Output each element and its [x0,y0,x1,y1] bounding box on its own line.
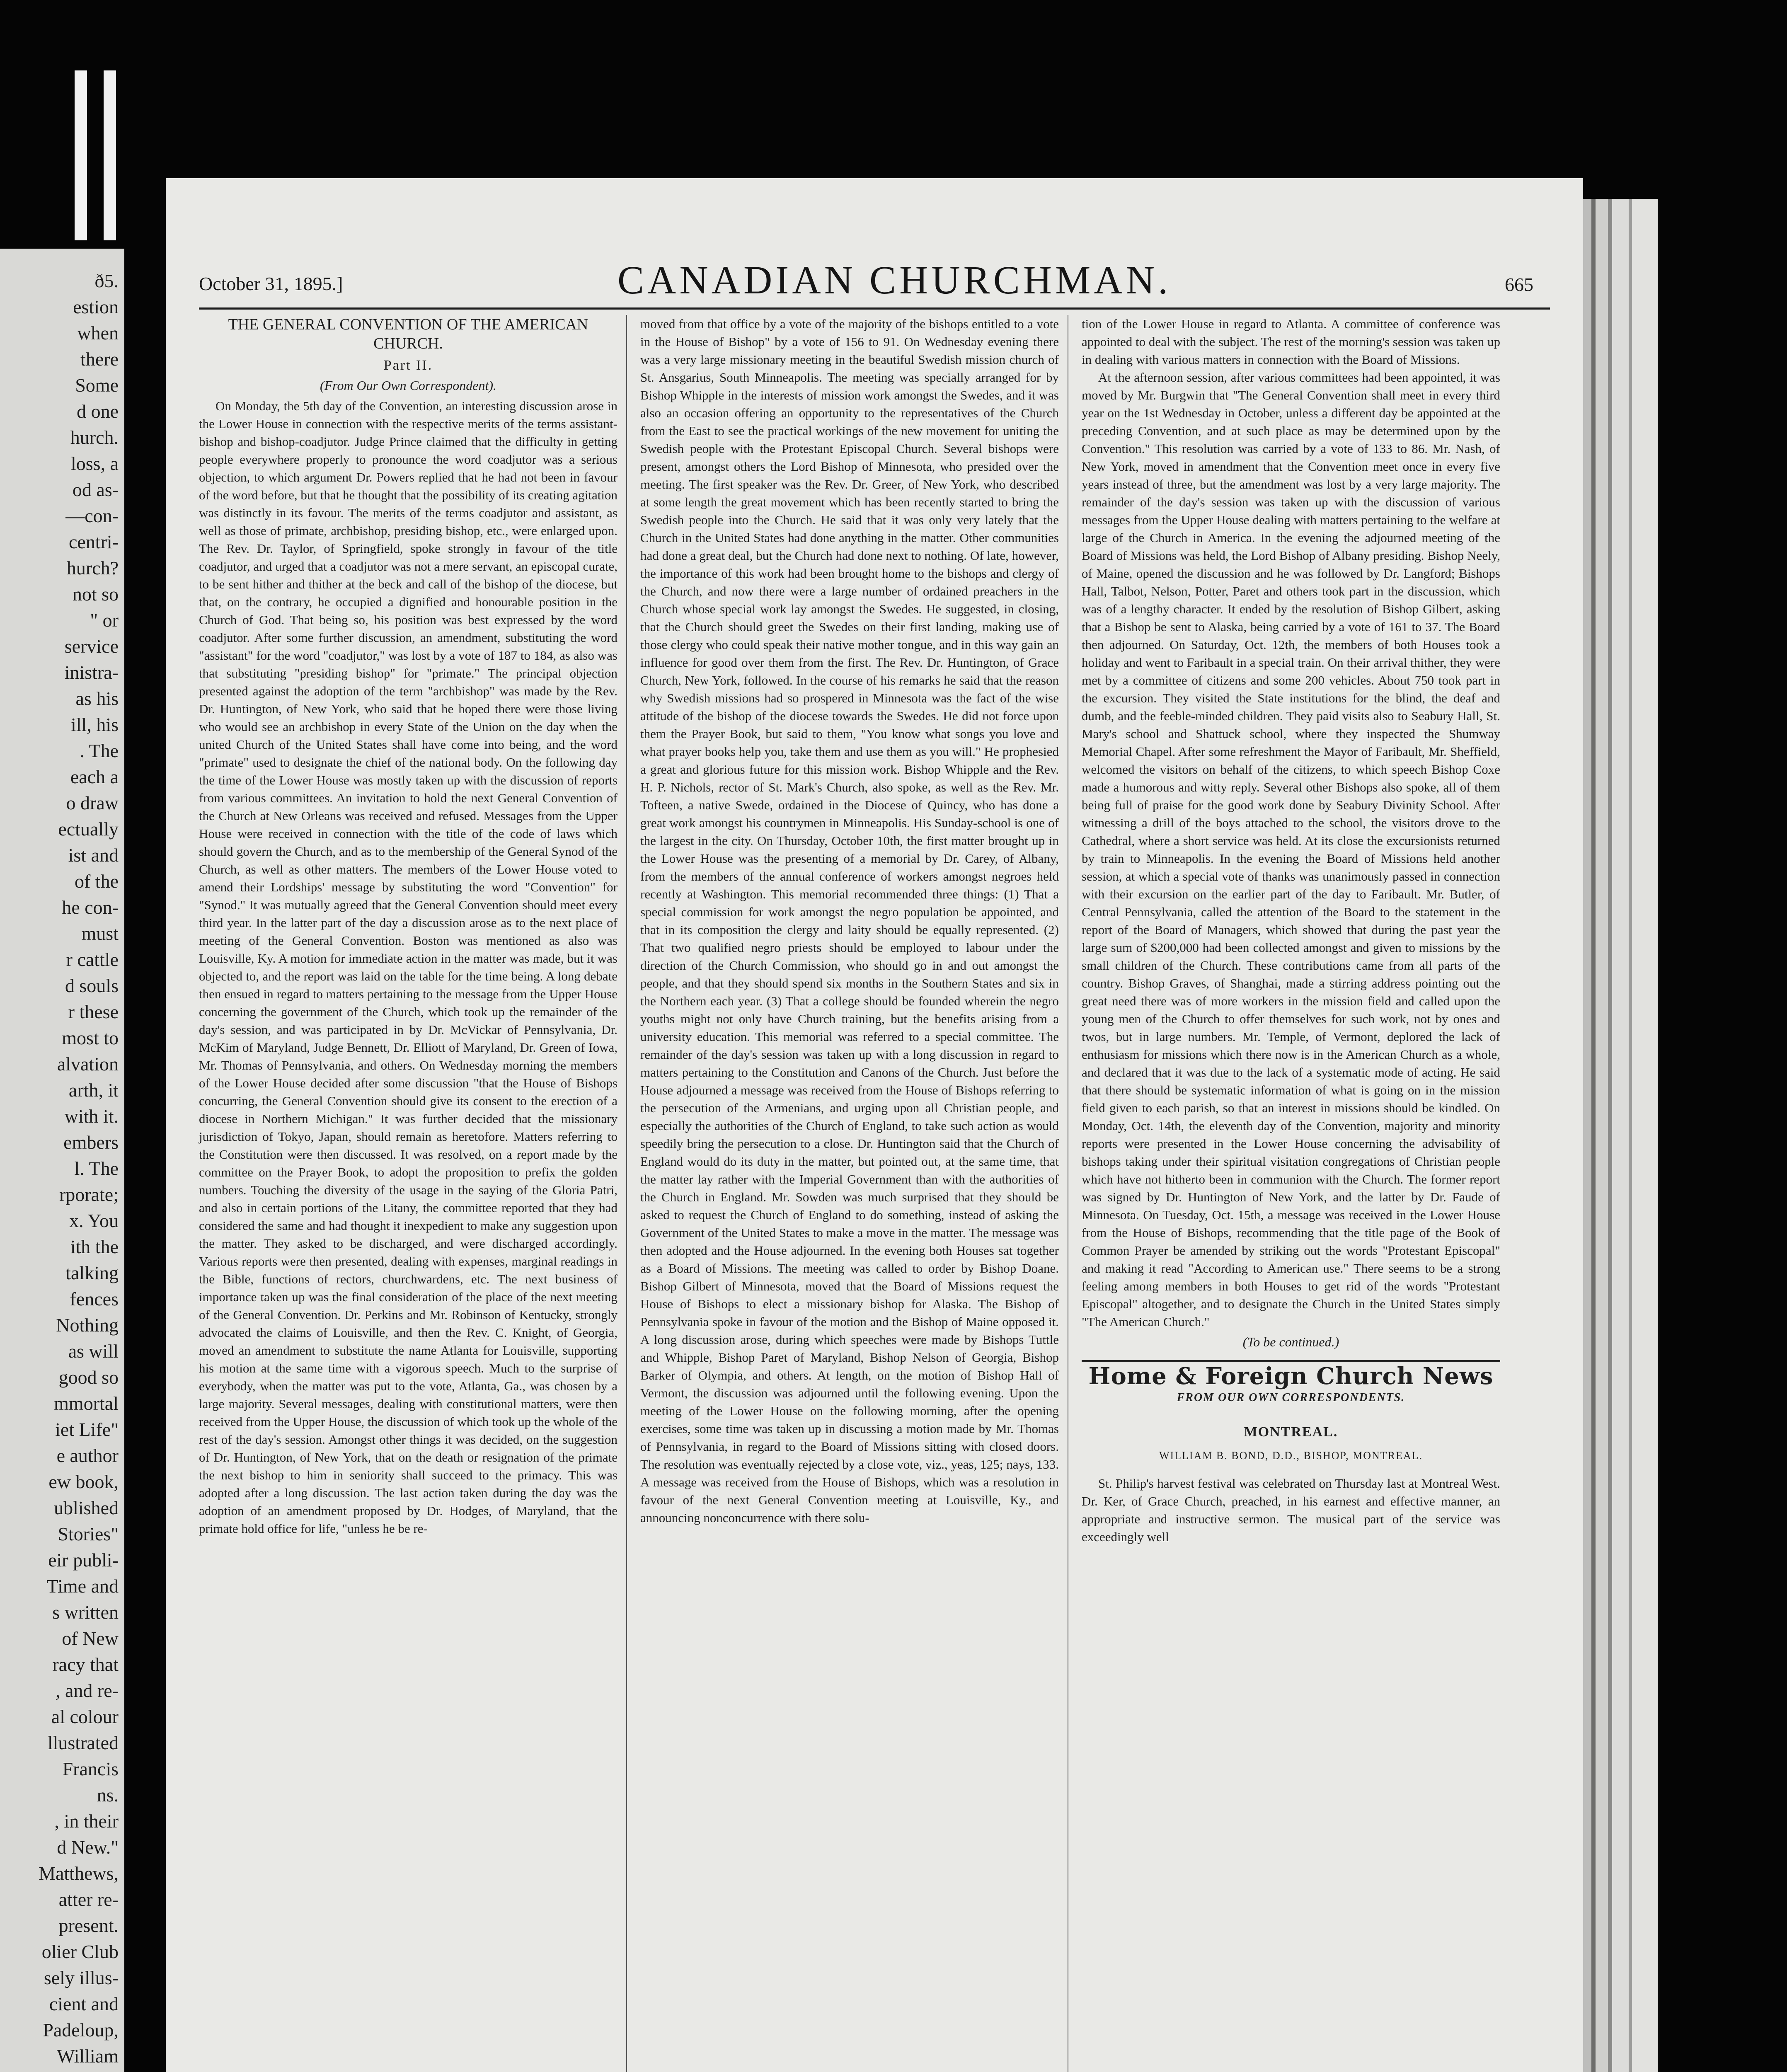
issue-date: October 31, 1895.] [199,273,343,294]
left-page-text-fragment: Some [75,375,119,396]
left-page-text-fragment: ns. [97,1784,119,1806]
film-bar-top-2 [104,70,116,240]
left-page-text-fragment: must [81,923,119,944]
left-page-text-fragment: eir publi- [48,1549,119,1571]
left-page-text-fragment: as will [68,1341,119,1362]
left-page-text-fragment: olier Club [41,1941,119,1962]
left-page-text-fragment: inistra- [64,662,119,683]
left-page-text-fragment: estion [73,296,119,317]
left-page-text-fragment: of New [62,1628,119,1649]
article-byline: (From Our Own Correspondent). [320,378,497,393]
left-page-text-fragment: Nothing [56,1314,119,1336]
left-page-text-fragment: —con- [65,505,119,526]
header-rule [199,307,1550,310]
left-page-text-fragment: d one [77,401,119,422]
left-page-text-fragment: " or [90,610,119,631]
left-page-text-fragment: Stories" [58,1523,119,1544]
to-be-continued: (To be continued.) [1242,1334,1339,1349]
left-page-text-fragment: service [64,636,119,657]
article-text-col2: moved from that office by a vote of the majority of the bishops entitled to a vote in the House of Bishop" by a vote of 156 to 91. On Wednesday evening there was a very large missionary meeting in the beautiful Swedish mission church of St. Ansgarius, South Minneapolis. The meeting was specially arranged for by Bishop Whipple in the interests of mission work amongst the Swedes, and it was also an occasion offering an opportunity to the representatives of the Church from the East to see the practical workings of the new movement for uniting the Swedish people with the Protestant Episcopal Church. Several bishops were present, amongst others the Lord Bishop of Minnesota, who presided over the meeting. The first speaker was the Rev. Dr. Greer, of New York, who described at some length the great movement which has been recently started to bring the Swedish people into the Church. He said that it was only very lately that the Church in the United States had done anything in the matter. Other communities had done a great deal, but the Church had done next to nothing. Of late, however, the importance of this work had been brought home to the bishops and clergy of the Church, and now there were a large number of ordained preachers in the Church whose special work lay amongst the Swedes. He suggested, in closing, that the Church should greet the Swedes on their first landing, making use of those clergy who could speak their native mother tongue, and in this way gain an influence for good over them from the first. The Rev. Dr. Huntington, of Grace Church, New York, followed. In the course of his remarks he said that the reason why Swedish missions had so prospered in Minnesota was the fact of the wise attitude of the bishop of the diocese towards the Swedes. He did not force upon them the Prayer Book, but said to them, "You know what songs you love and what prayer books help you, take them and use them as you will." He prophesied a great and glorious future for this mission work. Bishop Whipple and the Rev. H. P. Nichols, rector of St. Mark's Church, also spoke, as well as the Rev. Mr. Tofteen, a native Swede, ordained in the Diocese of Quincy, who has done a great work amongst his countrymen in Minneapolis. His Sunday-school is one of the largest in the city. On Thursday, October 10th, the first matter brought up in the Lower House was the presenting of a memorial by Dr. Carey, of Albany, from the members of the annual conference of workers amongst negroes held recently at Washington. This memorial recommended three things: (1) That a special commission for work amongst the negro population be appointed, and that in its composition the clergy and laity should be equally represented. (2) That two qualified negro priests should be employed to labour under the direction of the Church Commission, who should go in and out amongst the people, and that they should spend six months in the Southern States and six in the Northern each year. (3) That a college should be founded wherein the negro youths might not only have Church training, but the benefits arising from a university education. This memorial was referred to a special committee. The remainder of the day's session was taken up with a long discussion in regard to matters pertaining to the Constitution and Canons of the Church. Just before the House adjourned a message was received from the House of Bishops referring to the persecution of the Armenians, and urging upon all Christian people, and especially the authorities of the Church of England, to take such action as would speedily bring the persecution to a close. Dr. Huntington said that the Church of England would do its duty in the matter, but pointed out, at the same time, that the matter lay rather with the Imperial Government than with the authorities of the Church in England. Mr. Sowden was much surprised that they should be asked to request the Church of England to do something, instead of asking the Government of the United States to make a move in the matter. The message was then adopted and the House adjourned. In the evening both Houses sat together as a Board of Missions. The meeting was called to order by Bishop Doane. Bishop Gilbert of Minnesota, moved that the Board of Missions request the House of Bishops to elect a missionary bishop for Alaska. The Bishop of Pennsylvania spoke in favour of the motion and the Bishop of Maine opposed it. A long discussion arose, during which speeches were made by Bishops Tuttle and Whipple, Bishop Paret of Maryland, Bishop Nelson of Georgia, Bishop Barker of Olympia, and others. At length, on the motion of Bishop Hall of Vermont, the discussion was adjourned until the following evening. Upon the meeting of the Lower House on the following morning, after the opening exercises, some time was taken up in discussing a motion made by Mr. Thomas of Pennsylvania, in regard to the Board of Missions sitting with closed doors. The resolution was eventually rejected by a close vote, viz., yeas, 125; nays, 133. A message was received from the House of Bishops, which was a resolution in favour of the next General Convention meeting at Louisville, Ky., and announcing nonconcurrence with there solu- [640,317,1059,1525]
left-page-text-fragment: ill, his [70,714,119,735]
article-part: Part II. [383,358,433,373]
left-page-text-fragment: arth, it [68,1080,119,1101]
film-bar-top-1 [75,70,87,240]
left-page-text-fragment: d New." [57,1837,119,1858]
left-page-text-fragment: e author [56,1445,119,1466]
left-page-text-fragment: Padeloup, [43,2019,119,2041]
left-page-text-fragment: embers [63,1132,119,1153]
column-2 [640,315,1059,1527]
left-page-text-fragment: talking [65,1262,119,1283]
left-page-text-fragment: ist and [68,845,119,866]
news-section-heading: Home & Foreign Church News [1088,1363,1494,1390]
left-page-text-fragment: llustrated [47,1732,119,1753]
left-page-text-fragment: there [80,349,119,370]
left-page-text-fragment: s written [52,1602,119,1623]
left-page-text-fragment: od as- [72,479,119,500]
left-page-text-fragment: most to [62,1027,119,1048]
left-page-text-fragment: good so [58,1367,119,1388]
page-header [199,257,1550,307]
left-page-text-fragment: , and re- [56,1680,119,1701]
left-page-text-fragment: when [77,322,119,344]
left-page-text-fragment: . The [80,740,119,761]
left-page-text-fragment: x. You [69,1210,119,1231]
left-page-text-fragment: Matthews, [39,1863,119,1884]
left-page-text-fragment: rporate; [59,1184,119,1205]
left-page-text-fragment: ectually [58,818,119,840]
column-1 [199,315,617,1537]
news-text: St. Philip's harvest festival was celebrated on Thursday last at Montreal West. Dr. Ker, of Grace Church, preached, in his earnest and effective manner, an appropriate and instructive sermon. The musical part of the service was exceedingly well [1082,1476,1500,1544]
news-section-subheading: FROM OUR OWN CORRESPONDENTS. [1177,1391,1405,1404]
left-page-text-fragment: not so [72,583,119,605]
article-text-col3b: At the afternoon session, after various committees had been appointed, it was moved by Mr. Burgwin that "The General Convention shall meet in every third year on the 1st Wednesday in October, unless a different day be appointed at the preceding Convention, and at such place as may be determined upon by the Convention." This resolution was carried by a vote of 133 to 86. Mr. Nash, of New York, moved in amendment that the Convention meet once in every five years instead of three, but the amendment was lost by a very large majority. The remainder of the day's session was taken up with the discussion of various messages from the Upper House dealing with matters pertaining to the welfare at large of the Church in America. In the evening the adjourned meeting of the Board of Missions was held, the Lord Bishop of Albany presiding. Bishop Neely, of Maine, opened the discussion and he was followed by Dr. Langford; Bishops Hall, Talbot, Nelson, Potter, Paret and others took part in the discussion, which was of a lengthy character. It ended by the resolution of Bishop Gilbert, asking that a Bishop be sent to Alaska, being carried by a vote of 161 to 37. The Board then adjourned. On Saturday, Oct. 12th, the members of both Houses took a holiday and went to Faribault in a special train. On their arrival thither, they were met by a committee of citizens and some 200 vehicles. About 750 took part in the excursion. They visited the State institutions for the blind, the deaf and dumb, and the feeble-minded children. They paid visits also to Seabury Hall, St. Mary's school and Shattuck school, where they inspected the Shumway Memorial Chapel. After some refreshment the Mayor of Faribault, Mr. Sheffield, welcomed the visitors on behalf of the citizens, to which speech Bishop Coxe made a humorous and witty reply. Several other Bishops also spoke, all of them being full of praise for the good work done by Seabury Divinity School. After witnessing a drill of the boys attached to the school, the visitors drove to the Cathedral, where a short service was held. At its close the excursionists returned by train to Minneapolis. In the evening the Board of Missions held another session, at which a special vote of thanks was unanimously passed in connection with their excursion on the earlier part of the day to Faribault. Mr. Butler, of Central Pennsylvania, called the attention of the Board to the statement in the report of the Board of Managers, which showed that during the past year the large sum of $200,000 had been collected amongst and given to missions by the small children of the Church. These contributions came from all parts of the country. Bishop Graves, of Shanghai, made a stirring address pointing out the great need there was of more workers in the mission field and called upon the young men of the Church to offer themselves for such work, not by ones and twos, but in large numbers. Mr. Temple, of Vermont, deplored the lack of enthusiasm for missions which there now is in the American Church as a whole, and declared that it was due to the lack of a systematic mode of acting. He said that there should be systematic information of what is going on in the mission field given to each parish, so that an interest in missions should be kindled. On Monday, Oct. 14th, the eleventh day of the Convention, majority and minority reports were presented in the Lower House concerning the advisability of bishops taking under their spiritual visitation congregations of Christian people which have not hitherto been in communion with the Church. The former report was signed by Dr. Huntington of New York, and the latter by Dr. Faude of Minnesota. On Tuesday, Oct. 15th, a message was received in the Lower House from the House of Bishops, recommending that the title page of the Book of Common Prayer be amended by striking out the words "Protestant Episcopal" and making it read "According to American use." There seems to be a strong feeling among members in both Houses to get rid of the words "Protestant Episcopal" altogether, and to designate the Church in the United States simply "The American Church." [1082,370,1500,1329]
left-page-text-fragment: mmortal [54,1393,119,1414]
left-page-text-fragment: with it. [64,1106,119,1127]
left-page-text-fragment: ew book, [48,1471,119,1492]
left-page-text-fragment: he con- [62,897,119,918]
left-page-text-fragment: d souls [65,975,119,996]
left-page-text-fragment: atter re- [58,1889,119,1910]
left-page-text-fragment: sely illus- [44,1967,119,1988]
left-page-text-fragment: o draw [66,792,119,813]
left-page-text-fragment: racy that [52,1654,119,1675]
left-page-text-fragment: cient and [49,1993,119,2014]
left-page-text-fragment: hurch? [66,557,119,579]
left-page-text-fragment: fences [70,1288,119,1310]
left-page-text-fragment: l. The [74,1158,119,1179]
left-page-text-fragment: hurch. [70,427,119,448]
article-title: THE GENERAL CONVENTION OF THE AMERICAN CHURCH. [228,316,588,352]
diocese-heading: MONTREAL. [1244,1424,1338,1440]
column-divider-1 [626,315,627,2072]
left-page-text-fragment: Time and [46,1576,119,1597]
left-page-text-fragment: loss, a [71,453,119,474]
article-text-col1: On Monday, the 5th day of the Convention, an interesting discussion arose in the Lower House in connection with the respective merits of the terms assistant-bishop and bishop-coadjutor. Judge Prince claimed that the difficulty in getting people everywhere properly to pronounce the word coadjutor was a serious objection, to which argument Dr. Powers replied that he had not been in favour of the word before, but that he thought that the possibility of its creating agitation was distinctly in its favour. The merits of the terms coadjutor and assistant, as well as those of primate, archbishop, presiding bishop, etc., were enlarged upon. The Rev. Dr. Taylor, of Springfield, spoke strongly in favour of the title coadjutor, and urged that a coadjutor was not a mere servant, an episcopal curate, to be sent hither and thither at the beck and call of the bishop of the diocese, but that, on the contrary, he occupied a dignified and honourable position in the Church of God. That being so, his position was best expressed by the word coadjutor. After some further discussion, an amendment, substituting the word "assistant" for the word "coadjutor," was lost by a vote of 187 to 184, as also was that substituting "presiding bishop" for "primate." The principal objection presented against the adoption of the term "archbishop" was made by the Rev. Dr. Huntington, of New York, who said that he hoped there were those living who would see an archbishop in every State of the Union on the day when the united Church of the United States shall have come into being, and the word "primate" used to designate the chief of the national body. On the following day the time of the Lower House was mostly taken up with the discussion of reports from various committees. An invitation to hold the next General Convention of the Church at New Orleans was received and refused. Messages from the Upper House were received in connection with the title of the code of laws which should govern the Church, and as to the membership of the General Synod of the Church, as well as other matters. The members of the Lower House voted to amend their Lordships' message by substituting the word "Convention" for "Synod." It was mutually agreed that the General Convention should meet every third year. In the latter part of the day a discussion arose as to the next place of meeting of the General Convention. Boston was mentioned as also was Louisville, Ky. A motion for immediate action in the matter was made, but it was objected to, and the report was laid on the table for the time being. A long debate then ensued in regard to matters pertaining to the message from the Upper House concerning the government of the Church, which took up the remainder of the day's session, and was participated in by Dr. McVickar of Pennsylvania, Dr. McKim of Maryland, Judge Bennett, Dr. Elliott of Maryland, Dr. Green of Iowa, Mr. Thomas of Pennsylvania, and others. On Wednesday morning the members of the Lower House decided after some discussion "that the House of Bishops concurring, the General Convention should give its consent to the erection of a diocese in Northern Michigan." It was further decided that the missionary jurisdiction of Tokyo, Japan, should remain as heretofore. Matters referring to the Constitution were then discussed. It was resolved, on a report made by the committee on the Prayer Book, to adopt the proposition to prefix the golden numbers. Touching the diversity of the usage in the saying of the Gloria Patri, and also in certain portions of the Litany, the committee reported that they had considered the same and had thought it inexpedient to make any suggestion upon the matter. They asked to be discharged, and were discharged accordingly. Various reports were then presented, dealing with expenses, marginal readings in the Bible, functions of rectors, churchwardens, etc. The next business of importance taken up was the final consideration of the place of the next meeting of the General Convention. Dr. Perkins and Mr. Robinson of Kentucky, strongly advocated the claims of Louisville, and then the Rev. C. Knight, of Georgia, moved an amendment to substitute the name Atlanta for Louisville, supporting his motion at the same time with a vigorous speech. Much to the surprise of everybody, when the matter was put to the vote, Atlanta, Ga., was chosen by a large majority. Several messages, dealing with constitutional matters, were then received from the Upper House, the discussion of which took up the whole of the rest of the day's session. Amongst other things it was decided, on the suggestion of Dr. Huntington, of New York, that on the death or resignation of the primate the next bishop to him in seniority shall succeed to the primacy. This was adopted after a long discussion. The last action taken during the day was the adoption of an amendment proposed by Dr. Hodges, of Maryland, that the primate hold office for life, "unless he be re- [199,399,617,1536]
left-page-text-fragment: alvation [57,1053,119,1075]
left-page-text-fragment: Francis [62,1758,119,1779]
left-page-text-fragment: present. [58,1915,119,1936]
left-page-text-fragment: ith the [70,1236,119,1257]
left-page-text-fragment: ð5. [94,270,119,291]
left-page-text-fragment: of the [74,871,119,892]
bishop-line: WILLIAM B. BOND, D.D., BISHOP, MONTREAL. [1159,1450,1423,1462]
left-page-text-fragment: iet Life" [55,1419,119,1440]
newspaper-page [166,178,1583,2072]
left-page-text-fragment: William [57,2045,119,2067]
left-page-fragment [0,249,124,2072]
page-number: 665 [1505,274,1533,295]
left-page-text-fragment: r cattle [66,949,119,970]
column-3 [1082,315,1500,1546]
masthead: CANADIAN CHURCHMAN. [617,258,1172,302]
left-page-text-fragment: r these [68,1001,119,1022]
left-page-text-fragment: al colour [51,1706,119,1727]
left-page-text-fragment: , in their [54,1811,119,1832]
page-edge-stack [1583,199,1658,2072]
section-rule [1082,1360,1500,1362]
left-page-text-fragment: centri- [68,531,119,552]
left-page-text-fragment [53,2067,119,2072]
left-page-text-fragment: ublished [54,1497,119,1518]
article-text-col3a: tion of the Lower House in regard to Atlanta. A committee of conference was appointed to deal with the subject. The rest of the morning's session was taken up in dealing with various matters in connection with the Board of Missions. [1082,317,1500,367]
left-page-text-fragment: each a [70,766,119,787]
left-page-text-fragment: as his [75,688,119,709]
